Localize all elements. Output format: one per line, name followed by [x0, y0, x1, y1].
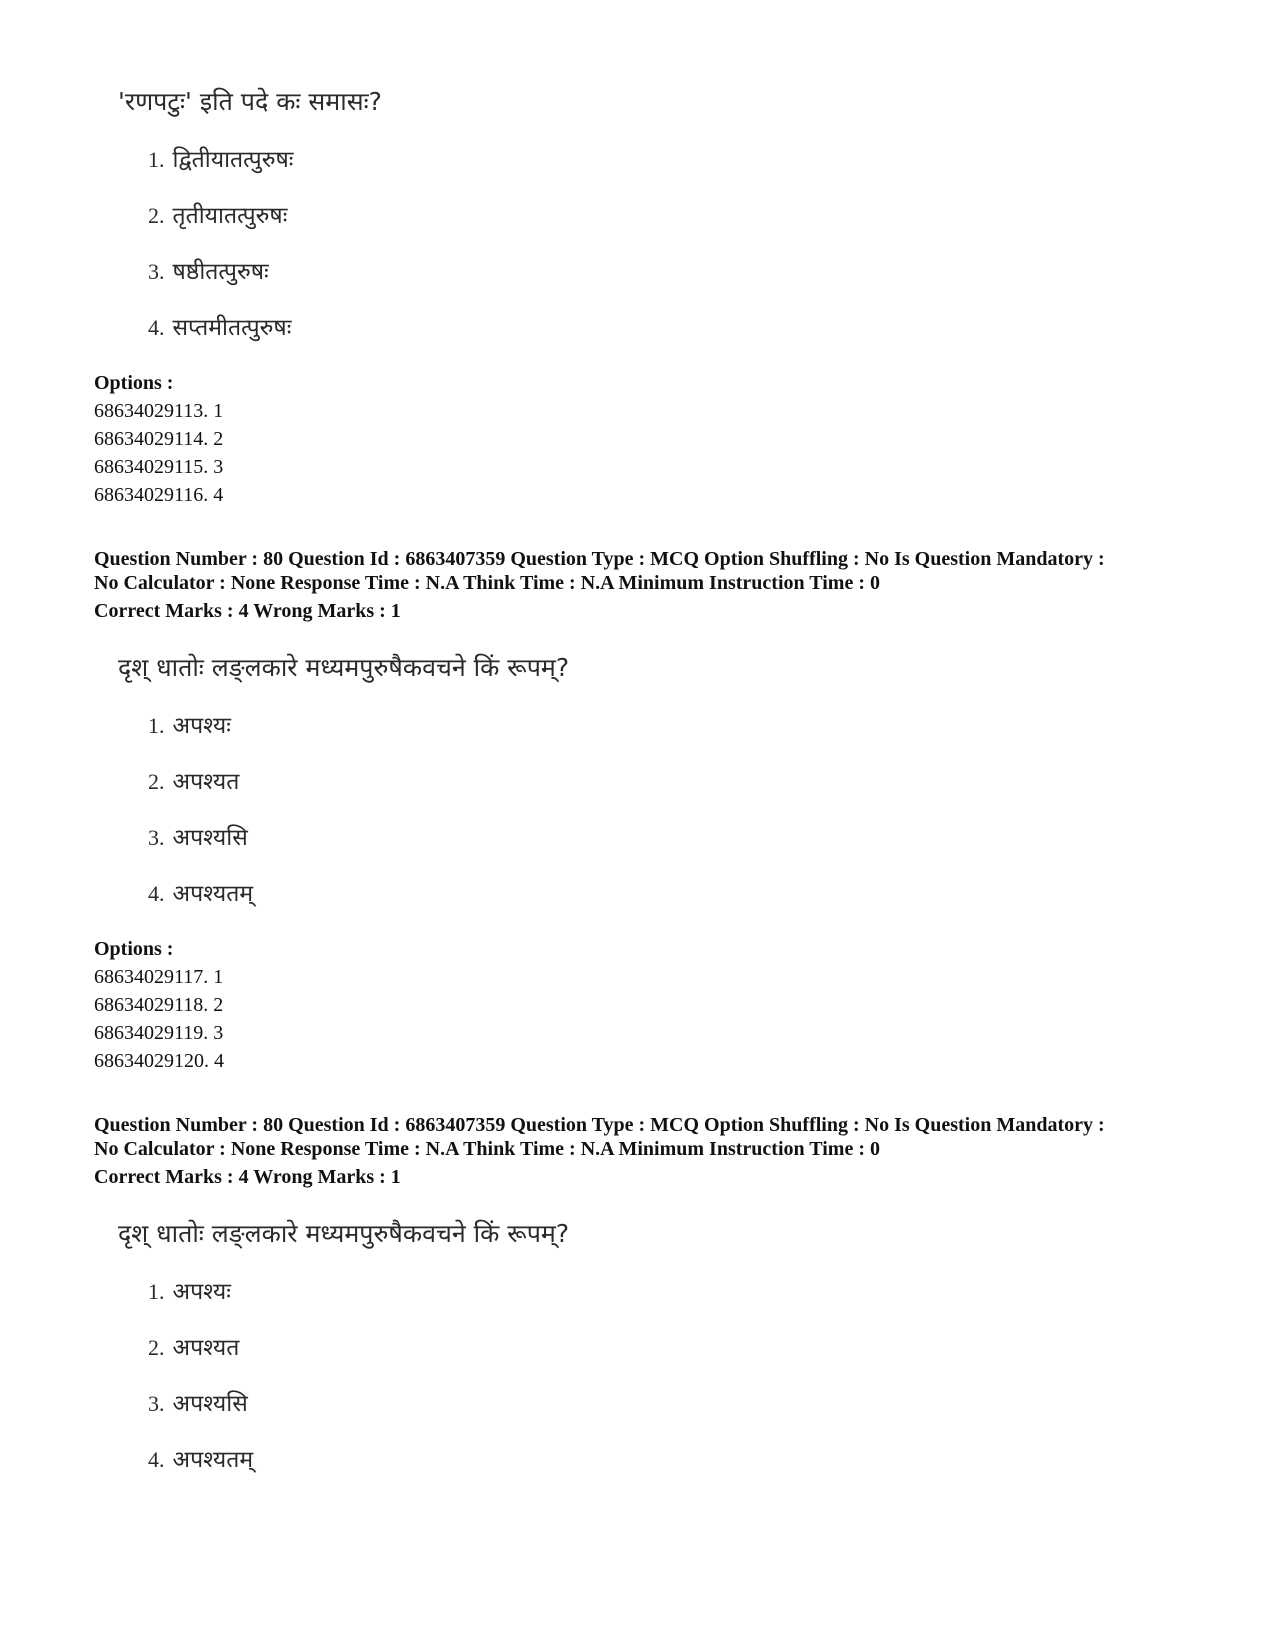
- question-marks: Correct Marks : 4 Wrong Marks : 1: [94, 1166, 401, 1188]
- question-meta-line: Question Number : 80 Question Id : 6863407359 Question Type : MCQ Option Shuffling : No Is Question Mandatory :: [94, 548, 1105, 570]
- choice-4: [148, 1442, 253, 1474]
- option-id-line: 68634029117. 1: [94, 966, 224, 988]
- choice-4: [148, 310, 291, 342]
- choice-3: [148, 820, 248, 852]
- choice-label: अपश्यत: [172, 769, 240, 795]
- option-id-line: 68634029119. 3: [94, 1022, 224, 1044]
- choice-label: सप्तमीतत्पुरुषः: [172, 315, 292, 341]
- option-id-line: 68634029118. 2: [94, 994, 224, 1016]
- choice-number: 2.: [148, 1335, 165, 1360]
- option-id-line: 68634029116. 4: [94, 484, 224, 506]
- choice-number: 3.: [148, 1391, 165, 1416]
- choice-label: तृतीयातत्पुरुषः: [172, 203, 288, 229]
- choice-2: [148, 1330, 239, 1362]
- option-id-line: 68634029120. 4: [94, 1050, 224, 1072]
- choice-number: 2.: [148, 769, 165, 794]
- option-id-line: 68634029113. 1: [94, 400, 224, 422]
- question-text: 'रणपटुः' इति पदे कः समासः?: [118, 87, 382, 116]
- options-heading: Options :: [94, 372, 174, 394]
- choice-number: 4.: [148, 315, 165, 340]
- choice-number: 3.: [148, 825, 165, 850]
- choice-label: अपश्यतम्: [172, 1447, 254, 1473]
- question-marks: Correct Marks : 4 Wrong Marks : 1: [94, 600, 401, 622]
- choice-label: अपश्यसि: [172, 825, 248, 851]
- option-id-line: 68634029114. 2: [94, 428, 224, 450]
- choice-label: द्वितीयातत्पुरुषः: [172, 147, 294, 173]
- choice-2: [148, 764, 239, 796]
- choice-3: [148, 254, 269, 286]
- choice-number: 2.: [148, 203, 165, 228]
- choice-label: अपश्यः: [172, 1279, 231, 1305]
- choice-1: [148, 1274, 231, 1306]
- options-heading: Options :: [94, 938, 174, 960]
- choice-label: अपश्यतम्: [172, 881, 254, 907]
- choice-number: 4.: [148, 881, 165, 906]
- choice-label: षष्ठीतत्पुरुषः: [172, 259, 269, 285]
- question-meta-line: Question Number : 80 Question Id : 6863407359 Question Type : MCQ Option Shuffling : No Is Question Mandatory :: [94, 1114, 1105, 1136]
- choice-label: अपश्यसि: [172, 1391, 248, 1417]
- choice-label: अपश्यत: [172, 1335, 240, 1361]
- choice-1: [148, 142, 293, 174]
- question-text: दृश् धातोः लङ्लकारे मध्यमपुरुषैकवचने किं रूपम्?: [118, 1219, 570, 1248]
- choice-1: [148, 708, 231, 740]
- choice-number: 1.: [148, 1279, 165, 1304]
- choice-number: 1.: [148, 713, 165, 738]
- question-meta-line: No Calculator : None Response Time : N.A Think Time : N.A Minimum Instruction Time : 0: [94, 1138, 880, 1160]
- choice-label: अपश्यः: [172, 713, 231, 739]
- choice-number: 1.: [148, 147, 165, 172]
- option-id-line: 68634029115. 3: [94, 456, 224, 478]
- choice-4: [148, 876, 253, 908]
- choice-number: 4.: [148, 1447, 165, 1472]
- choice-2: [148, 198, 287, 230]
- question-meta-line: No Calculator : None Response Time : N.A Think Time : N.A Minimum Instruction Time : 0: [94, 572, 880, 594]
- choice-number: 3.: [148, 259, 165, 284]
- choice-3: [148, 1386, 248, 1418]
- question-text: दृश् धातोः लङ्लकारे मध्यमपुरुषैकवचने किं रूपम्?: [118, 653, 570, 682]
